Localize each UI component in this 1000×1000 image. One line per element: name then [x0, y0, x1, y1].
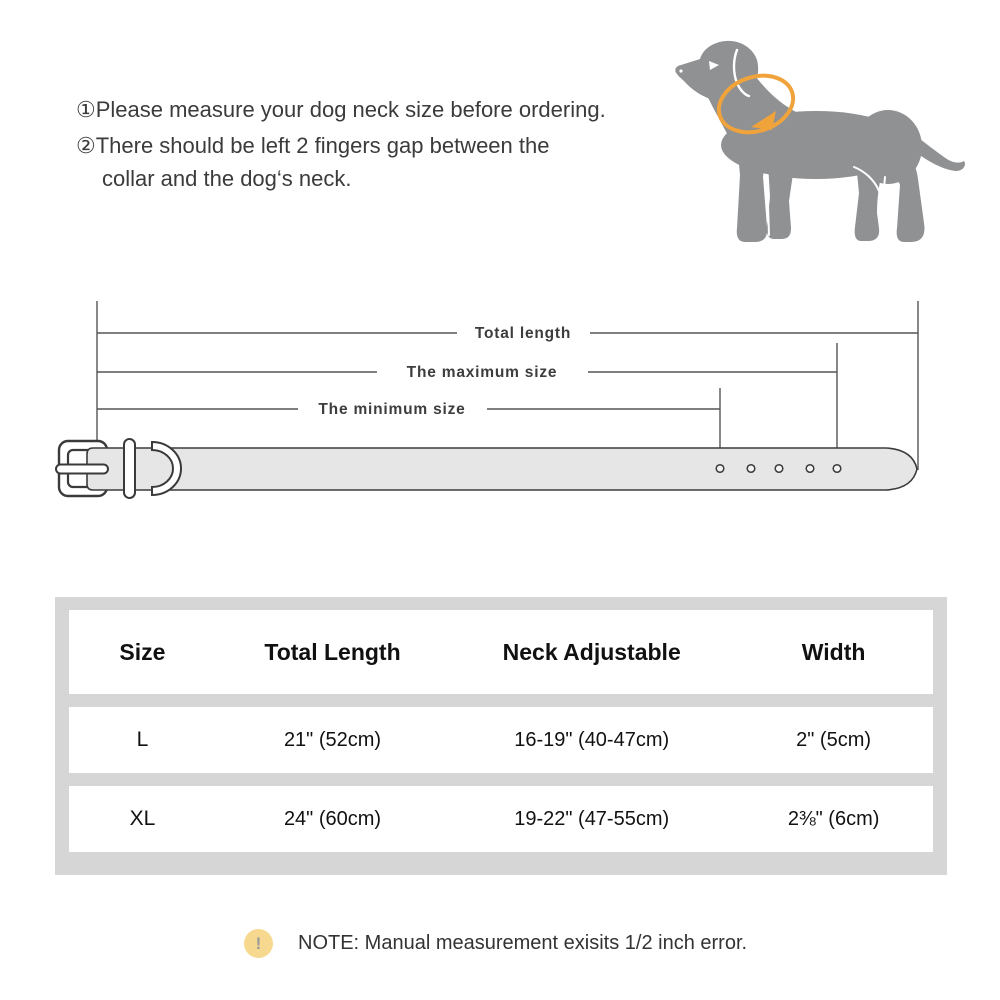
collar-diagram-svg: [40, 290, 960, 515]
cell-total-length: 24" (60cm): [283, 807, 382, 830]
label-total-length: Total length: [474, 325, 572, 342]
table-row: [69, 786, 933, 852]
instruction-line-1: ①Please measure your dog neck size before ordering.: [76, 97, 606, 122]
header-total-length: Total Length: [264, 638, 401, 665]
cell-total-length: 21" (52cm): [283, 728, 382, 751]
dog-silhouette-icon: [648, 25, 968, 260]
exclamation-icon: !: [244, 929, 273, 958]
cell-size: XL: [129, 807, 156, 830]
collar-strap: [87, 448, 917, 490]
label-minimum-size: The minimum size: [318, 401, 466, 418]
dog-nose-dot: [679, 69, 682, 72]
keeper-loop-icon: [124, 439, 135, 498]
table-header-row: [69, 610, 933, 694]
buckle-prong-icon: [56, 465, 108, 474]
collar-diagram: [40, 290, 960, 515]
size-table: [55, 597, 947, 875]
table-row: [69, 707, 933, 773]
header-size: Size: [119, 638, 166, 665]
label-maximum-size: The maximum size: [406, 364, 558, 381]
header-neck-adjustable: Neck Adjustable: [502, 638, 681, 665]
note-text: NOTE: Manual measurement exisits 1/2 inch error.: [298, 932, 748, 954]
cell-neck-adjustable: 19-22" (47-55cm): [514, 807, 670, 830]
header-width: Width: [801, 638, 866, 665]
note-bar: [244, 929, 747, 958]
instruction-line-3: collar and the dog‘s neck.: [102, 166, 352, 191]
dog-illustration: [648, 25, 968, 260]
cell-neck-adjustable: 16-19" (40-47cm): [514, 728, 670, 751]
instruction-line-2: ②There should be left 2 fingers gap between the: [76, 133, 550, 158]
cell-size: L: [136, 728, 149, 751]
cell-width: 2⅜" (6cm): [787, 807, 880, 830]
cell-width: 2" (5cm): [796, 728, 872, 751]
